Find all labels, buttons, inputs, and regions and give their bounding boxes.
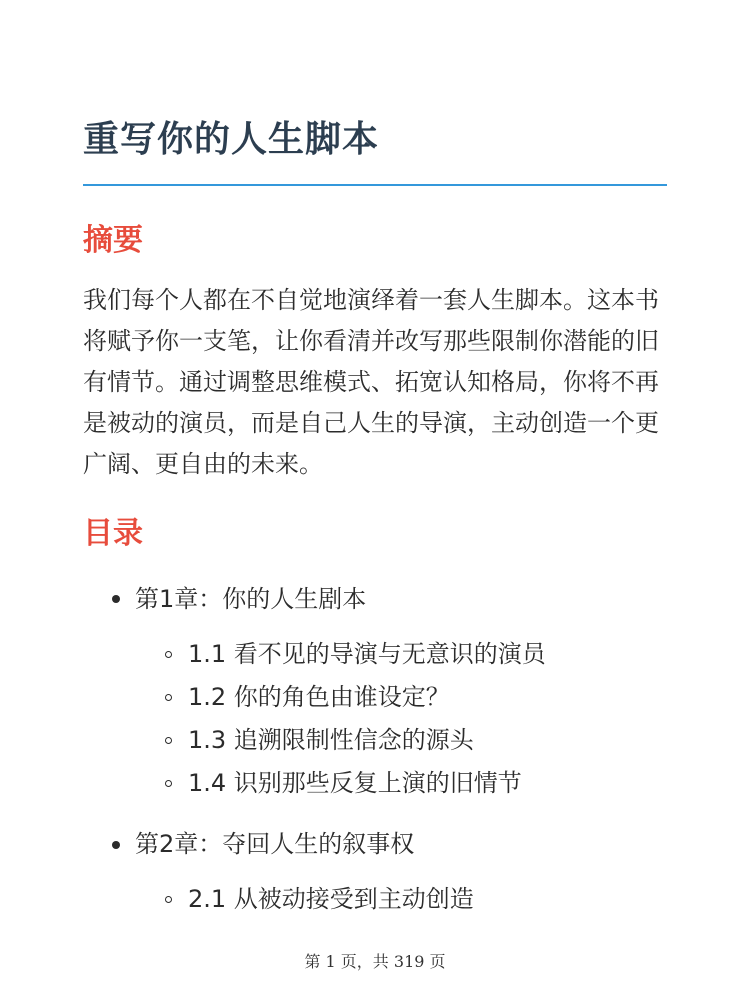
bullet-disc-icon: [112, 841, 120, 849]
toc-section-2-1[interactable]: 2.1 从被动接受到主动创造: [188, 885, 474, 913]
bullet-circle-icon: [165, 896, 172, 903]
document-title: 重写你的人生脚本: [83, 119, 380, 160]
toc-section-1-2[interactable]: 1.2 你的角色由谁设定？: [188, 683, 450, 711]
page-footer: 第 1 页，共 319 页: [304, 952, 446, 971]
bullet-circle-icon: [165, 737, 172, 744]
toc-section-1-3[interactable]: 1.3 追溯限制性信念的源头: [188, 726, 474, 754]
abstract-text: 我们每个人都在不自觉地演绎着一套人生脚本。这本书将赋予你一支笔，让你看清并改写那些限制你潜能的旧有情节。通过调整思维模式、拓宽认知格局，你将不再是被动的演员，而是自己人生的导演，主动创造一个更广阔、更自由的未来。: [83, 286, 659, 478]
toc-chapter-1[interactable]: 第1章：你的人生剧本: [135, 585, 367, 613]
bullet-circle-icon: [165, 780, 172, 787]
toc-section-1-4[interactable]: 1.4 识别那些反复上演的旧情节: [188, 769, 522, 797]
bullet-disc-icon: [112, 595, 120, 603]
toc-section-1-1[interactable]: 1.1 看不见的导演与无意识的演员: [188, 640, 546, 668]
bullet-circle-icon: [165, 651, 172, 658]
toc-chapter-2[interactable]: 第2章：夺回人生的叙事权: [135, 830, 415, 858]
toc-heading: 目录: [83, 516, 143, 551]
bullet-circle-icon: [165, 694, 172, 701]
abstract-heading: 摘要: [83, 223, 143, 258]
title-divider: [83, 184, 667, 186]
